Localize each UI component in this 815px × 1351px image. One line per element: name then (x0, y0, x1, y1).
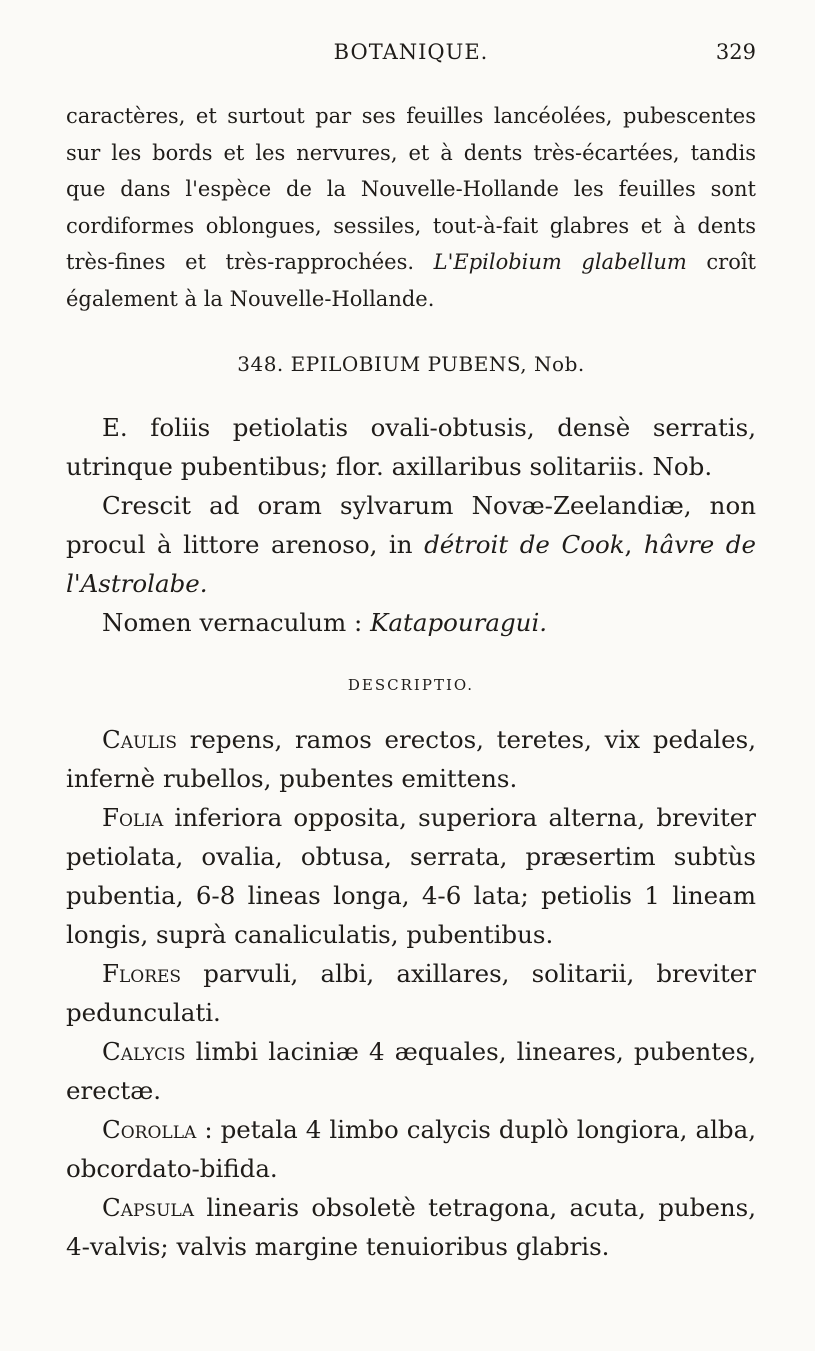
vernacular-name: Katapouragui. (370, 608, 548, 637)
page-number: 329 (715, 40, 756, 64)
description-term: Caulis (102, 725, 178, 754)
description-term: Calycis (102, 1037, 186, 1066)
habitat-place-2: hâvre de l'Astrolabe. (66, 530, 756, 598)
vernacular-paragraph (66, 603, 756, 642)
description-term: Capsula (102, 1193, 195, 1222)
description-text: repens, ramos erectos, teretes, vix pedales, infernè rubellos, pubentes emittens. (66, 725, 756, 793)
description-text: parvuli, albi, axillares, solitarii, breviter pedunculati. (66, 959, 756, 1027)
description-term: Corolla (102, 1115, 197, 1144)
description-block (66, 720, 756, 1266)
habitat-separator: , (624, 530, 644, 559)
description-term: Folia (102, 803, 164, 832)
description-text: limbi laciniæ 4 æquales, lineares, pubentes, erectæ. (66, 1037, 756, 1105)
description-item (66, 798, 756, 954)
description-item (66, 720, 756, 798)
habitat-place-1: détroit de Cook (424, 530, 625, 559)
diagnosis-block (66, 408, 756, 642)
intro-species-name: L'Epilobium glabellum (433, 250, 687, 274)
description-heading: DESCRIPTIO. (347, 676, 475, 694)
vernacular-label: Nomen vernaculum : (102, 608, 371, 637)
species-heading: 348. EPILOBIUM PUBENS, Nob. (237, 352, 585, 376)
description-term: Flores (102, 959, 182, 988)
intro-text-b: croît également à la Nouvelle-Hollande. (66, 250, 756, 311)
description-item (66, 954, 756, 1032)
page-header (66, 40, 756, 80)
description-item (66, 1188, 756, 1266)
description-item (66, 1110, 756, 1188)
latin-diagnosis: E. foliis petiolatis ovali-obtusis, densè serratis, utrinque pubentibus; flor. axillaribus solitariis. Nob. (66, 413, 756, 481)
running-head: BOTANIQUE. (333, 40, 489, 64)
description-item (66, 1032, 756, 1110)
description-text: : petala 4 limbo calycis duplò longiora, alba, obcordato-bifida. (66, 1115, 756, 1183)
intro-text-a: caractères, et surtout par ses feuilles lancéolées, pubescentes sur les bords et les nervures, et à dents très-écartées, tandis que dans l'espèce de la Nouvelle-Hollande les feuilles sont cordiformes oblongues, sessiles, tout-à-fait glabres et à dents très-fines et très-rapprochées. (66, 104, 756, 274)
intro-paragraph (66, 98, 756, 317)
habitat-text: Crescit ad oram sylvarum Novæ-Zeelandiæ, non procul à littore arenoso, in (66, 491, 756, 559)
habitat-paragraph (66, 486, 756, 603)
description-text: inferiora opposita, superiora alterna, breviter petiolata, ovalia, obtusa, serrata, præsertim subtùs pubentia, 6-8 lineas longa, 4-6 lata; petiolis 1 lineam longis, suprà canaliculatis, pubentibus. (66, 803, 756, 949)
description-text: linearis obsoletè tetragona, acuta, pubens, 4-valvis; valvis margine tenuioribus glabris. (66, 1193, 756, 1261)
